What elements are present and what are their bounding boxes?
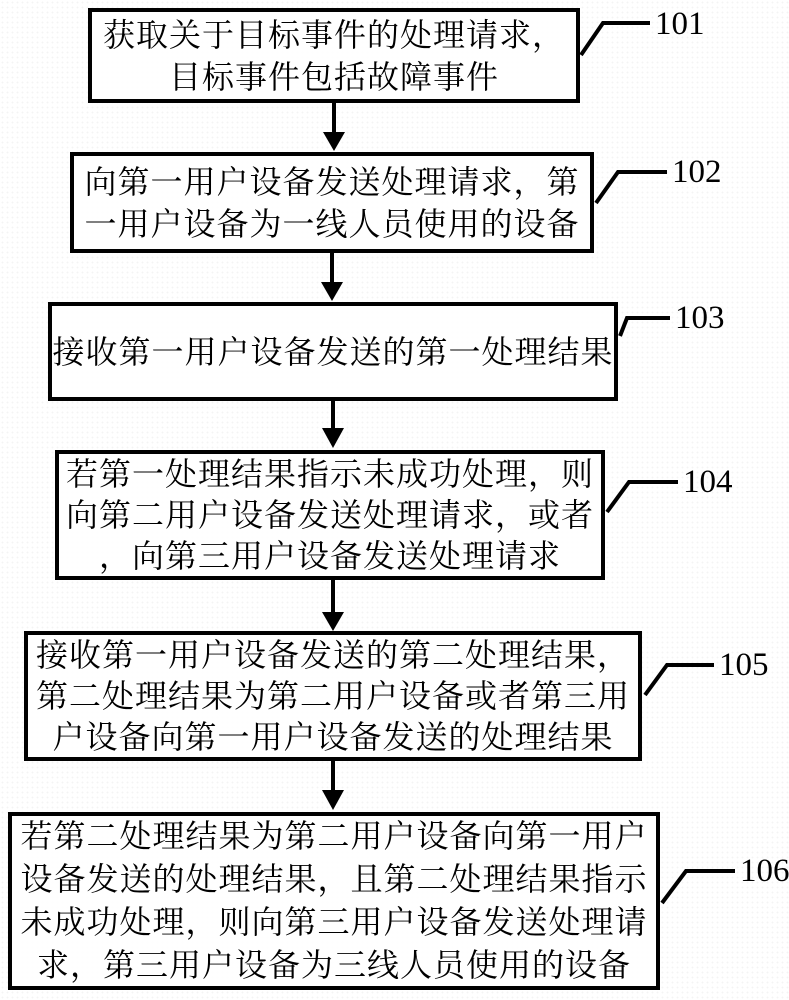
step-text-line: 目标事件包括故障事件 <box>168 58 499 95</box>
step-text-line: 求，第三用户设备为三线人员使用的设备 <box>36 947 631 983</box>
step-text-line: 设备发送的处理结果，且第二处理结果指示 <box>20 861 648 897</box>
callout-line-101 <box>581 23 650 55</box>
step-text-line: 户设备向第一用户设备发送的处理结果 <box>52 718 614 755</box>
callout-line-104 <box>607 482 678 512</box>
step-text-line: 接收第一用户设备发送的第一处理结果 <box>52 333 614 370</box>
step-box-104 <box>55 450 605 580</box>
callout-line-106 <box>662 871 735 903</box>
flow-arrow-104-105 <box>322 580 344 631</box>
ref-label-104: 104 <box>683 464 733 500</box>
flow-arrow-105-106 <box>322 761 344 810</box>
step-text-line: 向第一用户设备发送处理请求，第 <box>84 163 580 200</box>
ref-label-101: 101 <box>655 6 705 42</box>
step-text-line: 向第二用户设备发送处理请求，或者 <box>65 496 594 533</box>
step-text-line: ，向第三用户设备发送处理请求 <box>98 537 561 574</box>
step-text-line: 若第一处理结果指示未成功处理，则 <box>65 455 594 492</box>
step-text-line: 一用户设备为一线人员使用的设备 <box>84 205 580 242</box>
ref-label-103: 103 <box>675 300 725 336</box>
callout-line-103 <box>620 318 670 336</box>
callout-line-105 <box>645 665 714 695</box>
step-text-line: 获取关于目标事件的处理请求， <box>102 16 565 53</box>
flow-arrow-101-102 <box>323 103 345 151</box>
step-text-line: 第二处理结果为第二用户设备或者第三用 <box>35 677 630 714</box>
step-box-101 <box>88 8 580 103</box>
step-box-105 <box>24 631 642 761</box>
step-box-102 <box>70 152 594 253</box>
step-text-line: 未成功处理，则向第三用户设备发送处理请 <box>20 904 648 940</box>
callout-line-102 <box>596 172 667 203</box>
step-box-106 <box>8 812 660 990</box>
step-text-line: 接收第一用户设备发送的第二处理结果， <box>35 636 630 673</box>
ref-label-102: 102 <box>672 154 722 190</box>
ref-label-105: 105 <box>719 647 769 683</box>
step-box-103 <box>48 302 618 401</box>
step-text-line: 若第二处理结果为第二用户设备向第一用户 <box>20 818 648 854</box>
flow-arrow-103-104 <box>322 401 344 448</box>
flow-arrow-102-103 <box>321 253 343 301</box>
ref-label-106: 106 <box>740 853 789 889</box>
